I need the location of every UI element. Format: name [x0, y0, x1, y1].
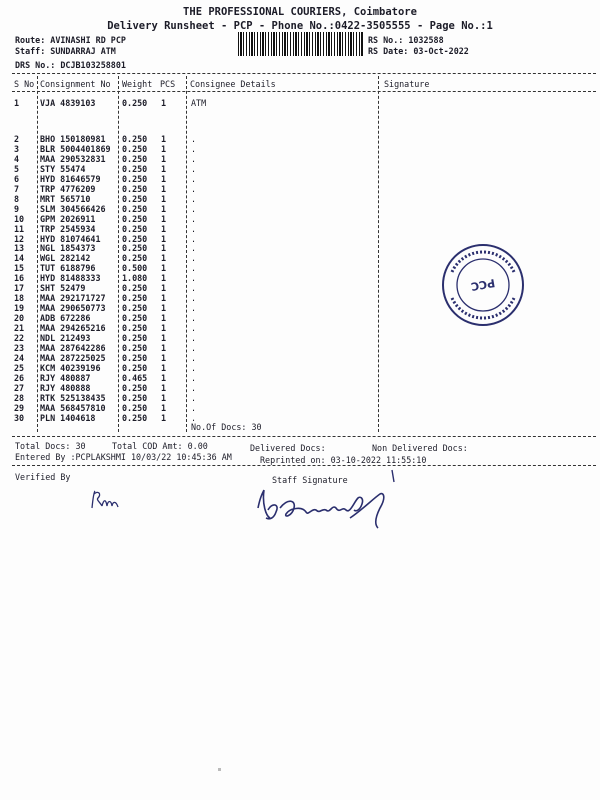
table-row [0, 413, 600, 423]
cell-pcs: 1 [161, 233, 167, 244]
cell-pcs: 1 [161, 153, 167, 164]
staff-signature-icon [250, 468, 400, 538]
cell-consignee-details: . [191, 233, 197, 244]
reprinted-on: Reprinted on: 03-10-2022 11:55:10 [260, 455, 427, 465]
cell-sno: 10 [14, 213, 25, 224]
col-consignment-header: Consignment No [40, 79, 111, 89]
cell-pcs: 1 [161, 402, 167, 413]
cell-pcs: 1 [161, 243, 167, 254]
cell-sno: 3 [14, 143, 20, 154]
cell-consignee-details: . [191, 134, 197, 144]
cell-pcs: 1 [161, 263, 167, 274]
cell-sno: 14 [14, 253, 25, 264]
cell-consignment-no: MAA 568457810 [40, 402, 106, 413]
cell-pcs: 1 [161, 323, 167, 334]
cell-sno: 7 [14, 183, 20, 194]
cell-sno: 1 [14, 98, 20, 108]
cell-weight: 0.250 [122, 313, 148, 324]
cell-consignment-no: MAA 287642286 [40, 342, 106, 353]
cell-sno: 30 [14, 412, 25, 423]
cell-weight: 0.250 [122, 134, 148, 144]
cell-weight: 0.250 [122, 392, 148, 403]
table-row [0, 154, 600, 164]
table-row [0, 174, 600, 184]
cell-consignee-details: . [191, 382, 197, 393]
table-row [0, 214, 600, 224]
cell-consignment-no: KCM 40239196 [40, 362, 101, 373]
cell-sno: 26 [14, 372, 25, 383]
table-row [0, 373, 600, 383]
route-label: Route: AVINASHI RD PCP [15, 35, 126, 45]
table-row [0, 164, 600, 174]
col-pcs-header: PCS [160, 79, 176, 89]
table-row [0, 383, 600, 393]
cell-weight: 0.250 [122, 303, 148, 314]
cell-weight: 0.250 [122, 233, 148, 244]
cell-consignment-no: PLN 1404618 [40, 412, 96, 423]
cell-pcs: 1 [161, 163, 167, 174]
staff-label: Staff: SUNDARRAJ ATM [15, 46, 116, 56]
cell-consignment-no: WGL 282142 [40, 253, 91, 264]
cell-pcs: 1 [161, 283, 167, 294]
cell-consignee-details: . [191, 203, 197, 214]
cell-pcs: 1 [161, 372, 167, 383]
cell-consignee-details: . [191, 323, 197, 334]
cell-pcs: 1 [161, 253, 167, 264]
cell-sno: 19 [14, 303, 25, 314]
cell-consignment-no: MAA 292171727 [40, 293, 106, 304]
cell-sno: 25 [14, 362, 25, 373]
cell-sno: 11 [14, 223, 25, 234]
scan-artifact [218, 768, 221, 771]
cell-consignee-details: . [191, 283, 197, 294]
rs-date: RS Date: 03-Oct-2022 [368, 46, 469, 56]
cell-consignee-details: . [191, 293, 197, 304]
cell-consignee-details: . [191, 263, 197, 274]
cell-weight: 0.250 [122, 153, 148, 164]
cell-weight: 0.250 [122, 283, 148, 294]
barcode [238, 32, 364, 56]
no-of-docs: No.Of Docs: 30 [191, 422, 262, 432]
cell-weight: 0.500 [122, 263, 148, 274]
cell-weight: 0.465 [122, 372, 148, 383]
table-row [0, 184, 600, 194]
total-cod: Total COD Amt: 0.00 [112, 441, 208, 451]
entered-by: Entered By :PCPLAKSHMI 10/03/22 10:45:36 AM [15, 452, 232, 462]
cell-consignment-no: MRT 565710 [40, 193, 91, 204]
cell-consignee-details: . [191, 253, 197, 264]
cell-weight: 0.250 [122, 293, 148, 304]
cell-consignee-details: . [191, 143, 197, 154]
divider [12, 91, 596, 92]
divider [12, 465, 596, 466]
cell-consignee-details: . [191, 183, 197, 194]
cell-consignee-details: . [191, 213, 197, 224]
cell-weight: 0.250 [122, 223, 148, 234]
cell-sno: 29 [14, 402, 25, 413]
table-row [0, 363, 600, 373]
cell-consignment-no: MAA 290532831 [40, 153, 106, 164]
cell-consignment-no: MAA 287225025 [40, 352, 106, 363]
table-row [0, 333, 600, 343]
cell-weight: 0.250 [122, 342, 148, 353]
cell-consignment-no: TRP 4776209 [40, 183, 96, 194]
cell-pcs: 1 [161, 273, 167, 284]
cell-pcs: 1 [161, 98, 167, 108]
cell-consignee-details: . [191, 372, 197, 383]
runsheet-subtitle: Delivery Runsheet - PCP - Phone No.:0422-3505555 - Page No.:1 [107, 20, 493, 32]
cell-consignee-details: . [191, 193, 197, 204]
cell-weight: 0.250 [122, 143, 148, 154]
cell-pcs: 1 [161, 193, 167, 204]
cell-weight: 1.080 [122, 273, 148, 284]
cell-pcs: 1 [161, 342, 167, 353]
table-row [0, 194, 600, 204]
cell-pcs: 1 [161, 382, 167, 393]
cell-consignee-details: . [191, 243, 197, 254]
cell-sno: 15 [14, 263, 25, 274]
cell-weight: 0.250 [122, 203, 148, 214]
cell-consignee-details: . [191, 153, 197, 164]
cell-pcs: 1 [161, 223, 167, 234]
col-signature-header: Signature [384, 79, 430, 89]
table-row [0, 144, 600, 154]
cell-weight: 0.250 [122, 402, 148, 413]
cell-consignee-details: . [191, 313, 197, 324]
cell-sno: 28 [14, 392, 25, 403]
cell-consignee-details: . [191, 273, 197, 284]
cell-consignee-details: . [191, 223, 197, 234]
cell-sno: 5 [14, 163, 20, 174]
col-consignee-header: Consignee Details [190, 79, 276, 89]
cell-sno: 27 [14, 382, 25, 393]
table-row [0, 353, 600, 363]
cell-sno: 20 [14, 313, 25, 324]
verified-by-label: Verified By [15, 472, 71, 482]
cell-consignee-details: . [191, 173, 197, 184]
cell-weight: 0.250 [122, 412, 148, 423]
cell-sno: 16 [14, 273, 25, 284]
cell-consignee-details: . [191, 333, 197, 343]
cell-consignee-details: ATM [191, 98, 207, 108]
cell-consignee-details: . [191, 392, 197, 403]
cell-weight: 0.250 [122, 213, 148, 224]
cell-weight: 0.250 [122, 163, 148, 174]
cell-consignment-no: HYD 81074641 [40, 233, 101, 244]
cell-sno: 17 [14, 283, 25, 294]
cell-consignment-no: GPM 2026911 [40, 213, 96, 224]
table-row [0, 134, 600, 144]
cell-weight: 0.250 [122, 193, 148, 204]
table-row [0, 204, 600, 214]
cell-consignment-no: STY 55474 [40, 163, 86, 174]
cell-pcs: 1 [161, 173, 167, 184]
cell-weight: 0.250 [122, 173, 148, 184]
cell-sno: 22 [14, 333, 25, 343]
cell-pcs: 1 [161, 183, 167, 194]
cell-pcs: 1 [161, 333, 167, 343]
company-seal-icon [440, 242, 526, 328]
cell-sno: 6 [14, 173, 20, 184]
table-row [0, 343, 600, 353]
cell-consignment-no: BHO 150180981 [40, 134, 106, 144]
cell-consignee-details: . [191, 303, 197, 314]
cell-pcs: 1 [161, 412, 167, 423]
table-row [0, 403, 600, 413]
cell-weight: 0.250 [122, 352, 148, 363]
cell-sno: 2 [14, 134, 20, 144]
table-row [0, 393, 600, 403]
cell-sno: 4 [14, 153, 20, 164]
cell-weight: 0.250 [122, 333, 148, 343]
cell-consignee-details: . [191, 402, 197, 413]
col-sno-header: S No [14, 79, 35, 89]
drs-number: DRS No.: DCJB103258801 [15, 60, 126, 70]
cell-sno: 8 [14, 193, 20, 204]
cell-weight: 0.250 [122, 323, 148, 334]
cell-sno: 9 [14, 203, 20, 214]
cell-pcs: 1 [161, 293, 167, 304]
rs-number: RS No.: 1032588 [368, 35, 444, 45]
cell-consignee-details: . [191, 412, 197, 423]
cell-consignment-no: MAA 290650773 [40, 303, 106, 314]
cell-pcs: 1 [161, 143, 167, 154]
cell-consignment-no: MAA 294265216 [40, 323, 106, 334]
cell-sno: 23 [14, 342, 25, 353]
divider [12, 436, 596, 437]
cell-sno: 24 [14, 352, 25, 363]
cell-consignee-details: . [191, 342, 197, 353]
cell-consignment-no: RJY 480887 [40, 372, 91, 383]
table-row [0, 98, 600, 108]
cell-pcs: 1 [161, 213, 167, 224]
company-title: THE PROFESSIONAL COURIERS, Coimbatore [183, 6, 417, 18]
col-weight-header: Weight [122, 79, 153, 89]
cell-pcs: 1 [161, 392, 167, 403]
cell-weight: 0.250 [122, 98, 148, 108]
cell-pcs: 1 [161, 134, 167, 144]
staff-signature-label: Staff Signature [272, 475, 348, 485]
non-delivered-docs: Non Delivered Docs: [372, 443, 468, 453]
cell-consignment-no: SLM 304566426 [40, 203, 106, 214]
cell-consignment-no: TUT 6188796 [40, 263, 96, 274]
cell-consignment-no: HYD 81488333 [40, 273, 101, 284]
cell-consignment-no: RJY 480888 [40, 382, 91, 393]
cell-sno: 18 [14, 293, 25, 304]
cell-consignment-no: RTK 525138435 [40, 392, 106, 403]
cell-weight: 0.250 [122, 253, 148, 264]
delivered-docs: Delivered Docs: [250, 443, 326, 453]
cell-weight: 0.250 [122, 382, 148, 393]
cell-pcs: 1 [161, 362, 167, 373]
cell-sno: 21 [14, 323, 25, 334]
cell-consignee-details: . [191, 352, 197, 363]
cell-weight: 0.250 [122, 243, 148, 254]
cell-consignee-details: . [191, 362, 197, 373]
cell-consignment-no: ADB 672286 [40, 313, 91, 324]
total-docs: Total Docs: 30 [15, 441, 86, 451]
table-row [0, 224, 600, 234]
cell-pcs: 1 [161, 303, 167, 314]
cell-pcs: 1 [161, 313, 167, 324]
cell-sno: 12 [14, 233, 25, 244]
cell-consignment-no: SHT 52479 [40, 283, 86, 294]
cell-pcs: 1 [161, 203, 167, 214]
cell-consignment-no: TRP 2545934 [40, 223, 96, 234]
cell-consignment-no: HYD 81646579 [40, 173, 101, 184]
cell-consignment-no: NGL 1854373 [40, 243, 96, 254]
verifier-signature-icon [88, 488, 124, 514]
cell-sno: 13 [14, 243, 25, 254]
cell-weight: 0.250 [122, 183, 148, 194]
cell-consignee-details: . [191, 163, 197, 174]
cell-consignment-no: NDL 212493 [40, 333, 91, 343]
cell-pcs: 1 [161, 352, 167, 363]
svg-text:PCC: PCC [469, 276, 496, 294]
cell-weight: 0.250 [122, 362, 148, 373]
table-header [0, 79, 600, 89]
divider [12, 73, 596, 74]
cell-consignment-no: VJA 4839103 [40, 98, 96, 108]
cell-consignment-no: BLR 5004401869 [40, 143, 111, 154]
